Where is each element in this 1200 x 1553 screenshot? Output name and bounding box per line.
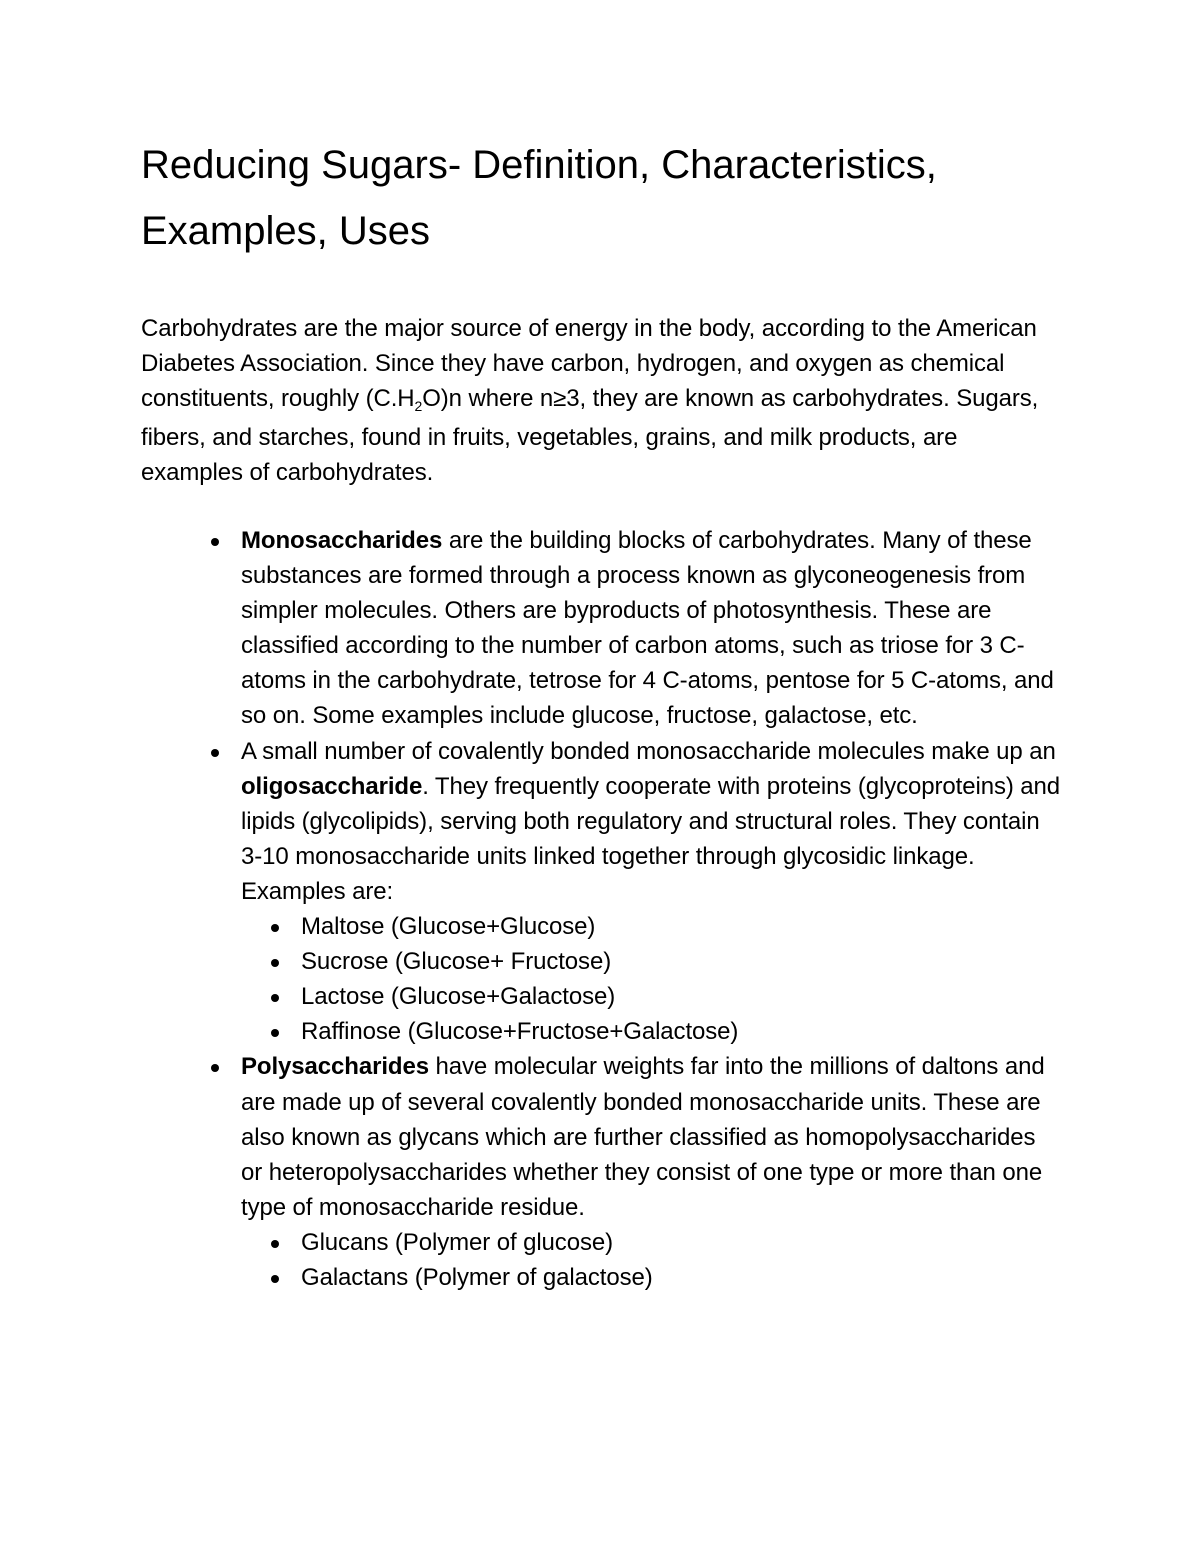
list-item: Maltose (Glucose+Glucose): [301, 909, 1061, 944]
list-item: Raffinose (Glucose+Fructose+Galactose): [301, 1014, 1061, 1049]
polysaccharides-text: have molecular weights far into the millions of daltons and are made up of several covalently bonded monosaccharide units. These are also known as glycans which are further classified as homopolysaccharides or heteropolysaccharides whether they consist of one type or more than one type of monosaccharide residue.: [241, 1053, 1045, 1221]
oligosaccharide-text-after: . They frequently cooperate with proteins (glycoproteins) and lipids (glycolipids), serving both regulatory and structural roles. They contain 3-10 monosaccharide units linked together through glycosidic linkage. Examples are:: [241, 772, 1061, 905]
title-line-1: Reducing Sugars- Definition, Characteristics,: [141, 143, 937, 187]
list-item: Lactose (Glucose+Galactose): [301, 979, 1061, 1014]
term-oligosaccharide: oligosaccharide: [241, 772, 423, 800]
intro-text-1: Carbohydrates are the major source of energy in the body, according to the American Diabetes Association. Since they have carbon, hydrogen, and oxygen as chemical constituents, roughly (C.H: [141, 315, 1037, 413]
list-item-oligosaccharides: [241, 734, 1061, 1050]
monosaccharides-text: are the building blocks of carbohydrates. Many of these substances are formed through a process known as glyconeogenesis from simpler molecules. Others are byproducts of photosynthesis. These are classified according to the number of carbon atoms, such as triose for 3 C-atoms in the carbohydrate, tetrose for 4 C-atoms, pentose for 5 C-atoms, and so on. Some examples include glucose, fructose, galactose, etc.: [241, 527, 1054, 730]
list-item: Glucans (Polymer of glucose): [301, 1225, 1061, 1260]
list-item-monosaccharides: [241, 523, 1061, 734]
document-page: [141, 132, 1061, 1295]
list-item-polysaccharides: [241, 1049, 1061, 1295]
intro-text-2: O)n where n≥3, they are known as carbohydrates. Sugars, fibers, and starches, found in fruits, vegetables, grains, and milk products, are examples of carbohydrates.: [141, 385, 1039, 486]
intro-subscript: 2: [414, 398, 423, 415]
intro-paragraph: [141, 311, 1061, 490]
document-title: [141, 132, 1061, 264]
oligosaccharide-examples: [241, 909, 1061, 1049]
term-polysaccharides: Polysaccharides: [241, 1053, 429, 1081]
list-item: Sucrose (Glucose+ Fructose): [301, 944, 1061, 979]
carbohydrate-types-list: [141, 523, 1061, 1295]
list-item: Galactans (Polymer of galactose): [301, 1260, 1061, 1295]
term-monosaccharides: Monosaccharides: [241, 527, 443, 555]
title-line-2: Examples, Uses: [141, 209, 430, 253]
oligosaccharide-text-before: A small number of covalently bonded monosaccharide molecules make up an: [241, 737, 1056, 765]
polysaccharide-examples: [241, 1225, 1061, 1295]
